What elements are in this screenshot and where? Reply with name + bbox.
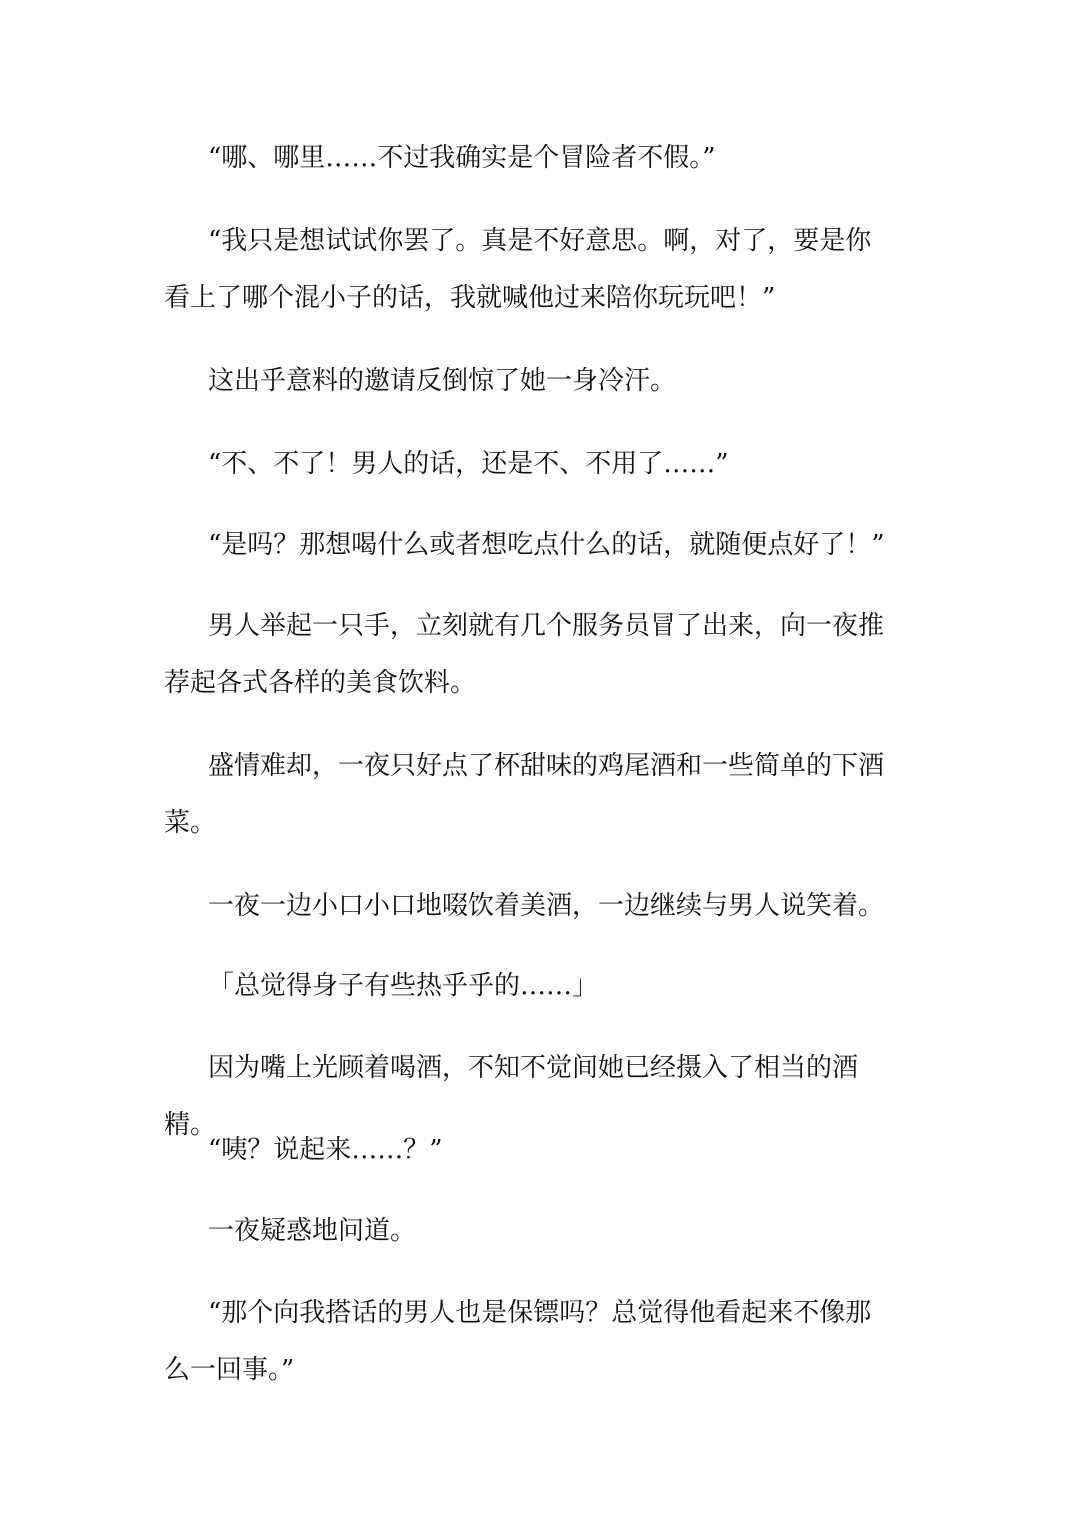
paragraph-7: 盛情难却，一夜只好点了杯甜味的鸡尾酒和一些简单的下酒菜。	[164, 751, 885, 838]
paragraph-4: “不、不了！男人的话，还是不、不用了……”	[208, 449, 729, 479]
paragraph-6: 男人举起一只手，立刻就有几个服务员冒了出来，向一夜推荐起各式各样的美食饮料。	[164, 611, 885, 698]
paragraph-13: “那个向我搭话的男人也是保镖吗？总觉得他看起来不像那么一回事。”	[164, 1298, 872, 1385]
paragraph-2: “我只是想试试你罢了。真是不好意思。啊，对了，要是你看上了哪个混小子的话，我就喊他过来陪你玩玩吧！”	[164, 226, 872, 313]
paragraph-1: “哪、哪里……不过我确实是个冒险者不假。”	[208, 143, 716, 173]
paragraph-10: 因为嘴上光顾着喝酒，不知不觉间她已经摄入了相当的酒精。	[164, 1053, 859, 1140]
paragraph-11: “咦？说起来……？”	[208, 1135, 443, 1165]
paragraph-12: 一夜疑惑地问道。	[208, 1216, 417, 1246]
paragraph-9: 「总觉得身子有些热乎乎的……」	[208, 971, 599, 1001]
paragraph-5: “是吗？那想喝什么或者想吃点什么的话，就随便点好了！”	[208, 530, 885, 560]
paragraph-3: 这出乎意料的邀请反倒惊了她一身冷汗。	[208, 366, 677, 396]
paragraph-8: 一夜一边小口小口地啜饮着美酒，一边继续与男人说笑着。	[208, 891, 885, 921]
